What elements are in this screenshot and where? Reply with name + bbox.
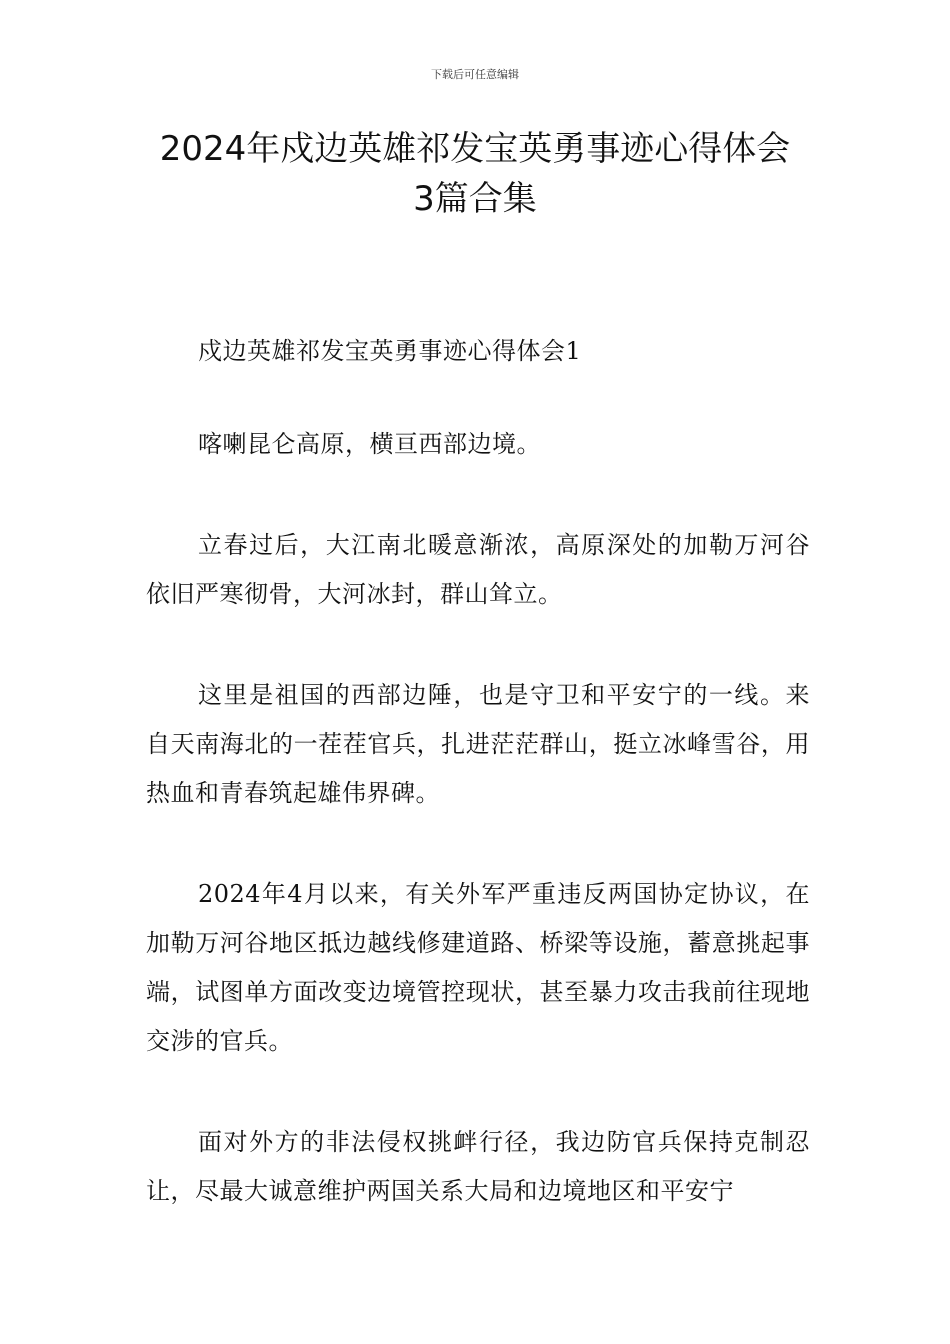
document-title	[100, 124, 850, 224]
paragraph: 立春过后，大江南北暖意渐浓，高原深处的加勒万河谷依旧严寒彻骨，大河冰封，群山耸立。	[146, 531, 810, 608]
document-body	[146, 327, 810, 1268]
section-heading: 戍边英雄祁发宝英勇事迹心得体会1	[198, 337, 582, 365]
title-line-1: 2024年戍边英雄祁发宝英勇事迹心得体会	[159, 129, 791, 169]
header-note: 下载后可任意编辑	[431, 68, 519, 81]
paragraph: 面对外方的非法侵权挑衅行径，我边防官兵保持克制忍让，尽最大诚意维护两国关系大局和边境地区和平安宁	[146, 1128, 810, 1205]
paragraph: 2024年4月以来，有关外军严重违反两国协定协议，在加勒万河谷地区抵边越线修建道路、桥梁等设施，蓄意挑起事端，试图单方面改变边境管控现状，甚至暴力攻击我前往现地交涉的官兵。	[146, 880, 810, 1055]
paragraph: 这里是祖国的西部边陲，也是守卫和平安宁的一线。来自天南海北的一茬茬官兵，扎进茫茫群山，挺立冰峰雪谷，用热血和青春筑起雄伟界碑。	[146, 681, 810, 807]
paragraph: 喀喇昆仑高原，横亘西部边境。	[198, 430, 541, 458]
title-line-2: 3篇合集	[413, 179, 537, 219]
